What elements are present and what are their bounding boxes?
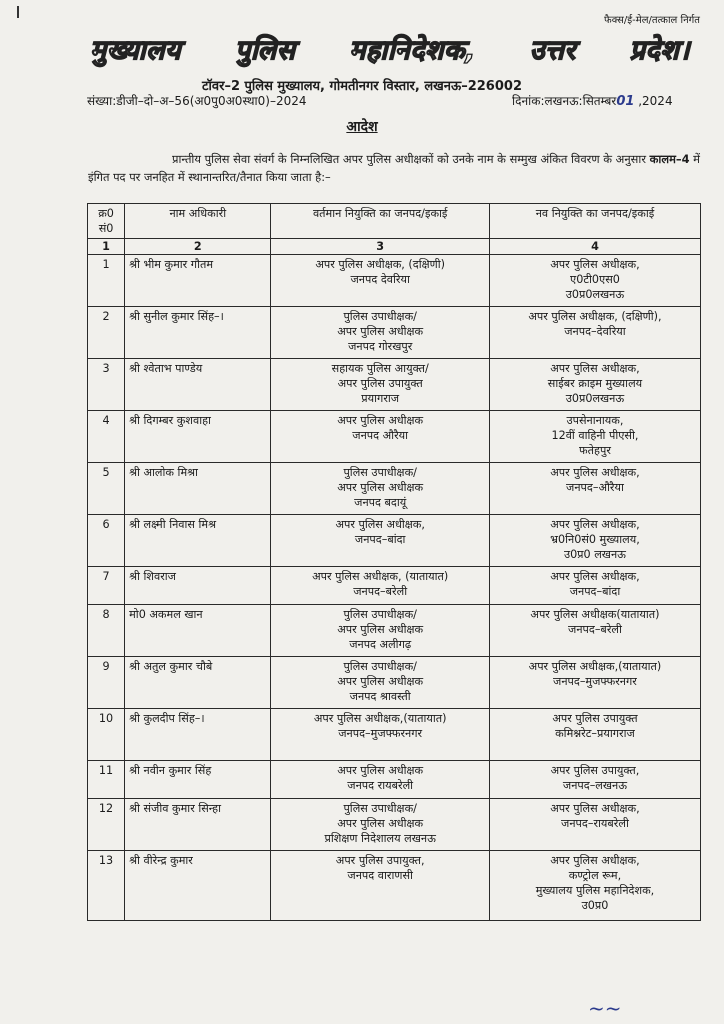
header-word: पुलिस xyxy=(234,35,296,66)
column-number: 1 xyxy=(88,239,125,255)
current-posting-cell xyxy=(271,761,489,799)
current-posting-cell xyxy=(271,307,489,359)
date-year: ,2024 xyxy=(634,94,673,108)
current-posting-line: जनपद अलीगढ़ xyxy=(349,638,412,651)
column-number-row xyxy=(88,239,701,255)
current-posting-line: अपर पुलिस अधीक्षक xyxy=(337,675,424,688)
current-posting-line: जनपद वाराणसी xyxy=(347,869,413,882)
intro-text: में इंगित पद पर जनहित में स्थानान्तरित/तैनात किया जाता है:– xyxy=(88,152,700,184)
new-posting-cell xyxy=(489,307,700,359)
current-posting-cell xyxy=(271,411,489,463)
current-posting-cell xyxy=(271,657,489,709)
current-posting-line: जनपद देवरिया xyxy=(350,273,410,286)
new-posting-line: उ0प्र0 xyxy=(581,899,609,912)
serial-number-cell: 1 xyxy=(88,255,125,307)
new-posting-cell xyxy=(489,657,700,709)
new-posting-cell xyxy=(489,709,700,761)
new-posting-line: जनपद–बरेली xyxy=(568,623,622,636)
current-posting-cell xyxy=(271,605,489,657)
fax-label: फैक्स/ई-मेल/तत्काल निर्गत xyxy=(604,15,700,26)
new-posting-line: अपर पुलिस अधीक्षक, xyxy=(550,518,640,531)
header-word: महानिदेशक, xyxy=(349,35,476,66)
current-posting-cell xyxy=(271,709,489,761)
table-row xyxy=(88,515,701,567)
new-posting-line: अपर पुलिस अधीक्षक(यातायात) xyxy=(530,608,660,621)
column-header: नाम अधिकारी xyxy=(125,204,271,239)
current-posting-line: अपर पुलिस अधीक्षक xyxy=(337,325,424,338)
current-posting-cell xyxy=(271,255,489,307)
intro-paragraph xyxy=(88,150,700,186)
column-number: 2 xyxy=(125,239,271,255)
new-posting-line: अपर पुलिस उपायुक्त xyxy=(552,712,638,725)
column-number: 4 xyxy=(489,239,700,255)
new-posting-line: उपसेनानायक, xyxy=(566,414,624,427)
table-row xyxy=(88,567,701,605)
serial-number-cell: 10 xyxy=(88,709,125,761)
table-row xyxy=(88,851,701,921)
table-row xyxy=(88,307,701,359)
new-posting-line: साईबर क्राइम मुख्यालय xyxy=(547,377,643,390)
current-posting-line: जनपद श्रावस्ती xyxy=(349,690,411,703)
officer-name-cell: श्री वीरेन्द्र कुमार xyxy=(125,851,271,921)
serial-number-cell: 4 xyxy=(88,411,125,463)
serial-number-cell: 12 xyxy=(88,799,125,851)
current-posting-line: अपर पुलिस उपायुक्त, xyxy=(335,854,425,867)
column-header: क्र0 सं0 xyxy=(88,204,125,239)
new-posting-cell xyxy=(489,605,700,657)
new-posting-line: ए0टी0एस0 xyxy=(570,273,620,286)
new-posting-line: अपर पुलिस अधीक्षक, xyxy=(550,854,640,867)
current-posting-line: पुलिस उपाधीक्षक/ xyxy=(343,802,417,815)
order-date xyxy=(512,92,673,109)
officer-name-cell: श्री श्वेताभ पाण्डेय xyxy=(125,359,271,411)
header-word: उत्तर xyxy=(529,35,576,66)
current-posting-line: अपर पुलिस अधीक्षक,(यातायात) xyxy=(313,712,447,725)
serial-number-cell: 11 xyxy=(88,761,125,799)
new-posting-line: फतेहपुर xyxy=(579,444,611,457)
officer-name-cell: श्री भीम कुमार गौतम xyxy=(125,255,271,307)
serial-number-cell: 7 xyxy=(88,567,125,605)
new-posting-line: कण्ट्रोल रूम, xyxy=(568,869,622,882)
order-title: आदेश xyxy=(346,119,378,135)
serial-number-cell: 9 xyxy=(88,657,125,709)
office-address: टॉवर–2 पुलिस मुख्यालय, गोमतीनगर विस्तार, लखनऊ–226002 xyxy=(202,79,522,94)
column-number: 3 xyxy=(271,239,489,255)
current-posting-line: अपर पुलिस अधीक्षक xyxy=(337,817,424,830)
officer-name-cell: श्री लक्ष्मी निवास मिश्र xyxy=(125,515,271,567)
table-row xyxy=(88,709,701,761)
current-posting-line: अपर पुलिस अधीक्षक, (यातायात) xyxy=(312,570,449,583)
intro-text: प्रान्तीय पुलिस सेवा संवर्ग के निम्नलिखित अपर पुलिस अधीक्षकों को उनके नाम के सम्मुख अंकित विवरण के अनुसार xyxy=(172,152,650,166)
intro-bold-text: कालम–4 xyxy=(649,152,690,166)
column-header: नव नियुक्ति का जनपद/इकाई xyxy=(489,204,700,239)
current-posting-line: पुलिस उपाधीक्षक/ xyxy=(343,310,417,323)
officer-name-cell: श्री सुनील कुमार सिंह–। xyxy=(125,307,271,359)
table-row xyxy=(88,411,701,463)
new-posting-line: जनपद–औरैया xyxy=(566,481,624,494)
table-row xyxy=(88,605,701,657)
column-header: वर्तमान नियुक्ति का जनपद/इकाई xyxy=(271,204,489,239)
transfer-table xyxy=(87,203,701,921)
new-posting-line: अपर पुलिस अधीक्षक, xyxy=(550,570,640,583)
officer-name-cell: श्री दिगम्बर कुशवाहा xyxy=(125,411,271,463)
officer-name-cell: श्री नवीन कुमार सिंह xyxy=(125,761,271,799)
header-word: प्रदेश। xyxy=(629,35,690,66)
new-posting-line: जनपद–मुजफ्फरनगर xyxy=(553,675,637,688)
current-posting-cell xyxy=(271,799,489,851)
officer-name-cell: श्री संजीव कुमार सिन्हा xyxy=(125,799,271,851)
table-row xyxy=(88,359,701,411)
current-posting-line: जनपद–मुजफ्फरनगर xyxy=(338,727,423,740)
new-posting-line: अपर पुलिस अधीक्षक, (दक्षिणी), xyxy=(528,310,662,323)
current-posting-line: अपर पुलिस अधीक्षक, (दक्षिणी) xyxy=(315,258,445,271)
new-posting-line: जनपद–लखनऊ xyxy=(562,779,628,792)
date-prefix: दिनांक:लखनऊ:सितम्बर xyxy=(512,94,617,108)
new-posting-cell xyxy=(489,255,700,307)
new-posting-cell xyxy=(489,799,700,851)
serial-number-cell: 6 xyxy=(88,515,125,567)
new-posting-cell xyxy=(489,761,700,799)
new-posting-cell xyxy=(489,359,700,411)
current-posting-line: पुलिस उपाधीक्षक/ xyxy=(343,608,417,621)
current-posting-line: जनपद बदायूं xyxy=(354,496,407,509)
current-posting-line: जनपद–बांदा xyxy=(354,533,406,546)
new-posting-line: अपर पुलिस अधीक्षक, xyxy=(550,802,640,815)
current-posting-line: अपर पुलिस अधीक्षक xyxy=(337,481,424,494)
serial-number-cell: 5 xyxy=(88,463,125,515)
current-posting-line: जनपद गोरखपुर xyxy=(348,340,413,353)
current-posting-line: अपर पुलिस अधीक्षक xyxy=(337,414,424,427)
margin-mark xyxy=(17,6,19,18)
new-posting-line: उ0प्र0लखनऊ xyxy=(565,288,625,301)
current-posting-line: जनपद रायबरेली xyxy=(347,779,414,792)
serial-number-cell: 13 xyxy=(88,851,125,921)
table-row xyxy=(88,463,701,515)
current-posting-line: पुलिस उपाधीक्षक/ xyxy=(343,660,417,673)
header-title xyxy=(90,30,690,67)
new-posting-line: उ0प्र0 लखनऊ xyxy=(563,548,626,561)
current-posting-line: अपर पुलिस अधीक्षक xyxy=(337,764,424,777)
serial-number-cell: 3 xyxy=(88,359,125,411)
new-posting-line: जनपद–रायबरेली xyxy=(561,817,629,830)
new-posting-line: भ्र0नि0सं0 मुख्यालय, xyxy=(550,533,640,546)
table-row xyxy=(88,255,701,307)
current-posting-cell xyxy=(271,359,489,411)
new-posting-cell xyxy=(489,411,700,463)
new-posting-cell xyxy=(489,463,700,515)
new-posting-cell xyxy=(489,567,700,605)
current-posting-line: अपर पुलिस अधीक्षक xyxy=(337,623,424,636)
current-posting-line: अपर पुलिस उपायुक्त xyxy=(337,377,423,390)
current-posting-cell xyxy=(271,851,489,921)
table-header-row xyxy=(88,204,701,239)
new-posting-line: जनपद–बांदा xyxy=(569,585,621,598)
officer-name-cell: मो0 अकमल खान xyxy=(125,605,271,657)
signature: ~~ xyxy=(588,996,622,1020)
table-row xyxy=(88,657,701,709)
new-posting-line: कमिश्नरेट–प्रयागराज xyxy=(555,727,635,740)
new-posting-line: अपर पुलिस अधीक्षक, xyxy=(550,362,640,375)
officer-name-cell: श्री कुलदीप सिंह–। xyxy=(125,709,271,761)
current-posting-line: जनपद औरैया xyxy=(352,429,409,442)
new-posting-line: अपर पुलिस अधीक्षक,(यातायात) xyxy=(528,660,662,673)
table-row xyxy=(88,799,701,851)
new-posting-line: जनपद–देवरिया xyxy=(564,325,626,338)
current-posting-line: अपर पुलिस अधीक्षक, xyxy=(335,518,425,531)
new-posting-line: 12वीं वाहिनी पीएसी, xyxy=(551,429,639,442)
new-posting-cell xyxy=(489,851,700,921)
current-posting-cell xyxy=(271,515,489,567)
officer-name-cell: श्री आलोक मिश्रा xyxy=(125,463,271,515)
current-posting-line: जनपद–बरेली xyxy=(353,585,408,598)
serial-number-cell: 2 xyxy=(88,307,125,359)
new-posting-line: अपर पुलिस अधीक्षक, xyxy=(550,466,640,479)
officer-name-cell: श्री शिवराज xyxy=(125,567,271,605)
current-posting-cell xyxy=(271,567,489,605)
current-posting-line: प्रयागराज xyxy=(361,392,400,405)
current-posting-line: प्रशिक्षण निदेशालय लखनऊ xyxy=(324,832,436,845)
new-posting-line: मुख्यालय पुलिस महानिदेशक, xyxy=(535,884,655,897)
date-day: 01 xyxy=(616,94,635,109)
serial-number-cell: 8 xyxy=(88,605,125,657)
new-posting-line: अपर पुलिस उपायुक्त, xyxy=(550,764,640,777)
current-posting-line: सहायक पुलिस आयुक्त/ xyxy=(331,362,429,375)
current-posting-line: पुलिस उपाधीक्षक/ xyxy=(343,466,417,479)
current-posting-cell xyxy=(271,463,489,515)
officer-name-cell: श्री अतुल कुमार चौबे xyxy=(125,657,271,709)
new-posting-cell xyxy=(489,515,700,567)
new-posting-line: अपर पुलिस अधीक्षक, xyxy=(550,258,640,271)
reference-number: संख्या:डीजी–दो–अ–56(अ0पु0अ0स्था0)–2024 xyxy=(87,94,307,108)
table-row xyxy=(88,761,701,799)
header-word: मुख्यालय xyxy=(90,35,182,66)
new-posting-line: उ0प्र0लखनऊ xyxy=(565,392,625,405)
